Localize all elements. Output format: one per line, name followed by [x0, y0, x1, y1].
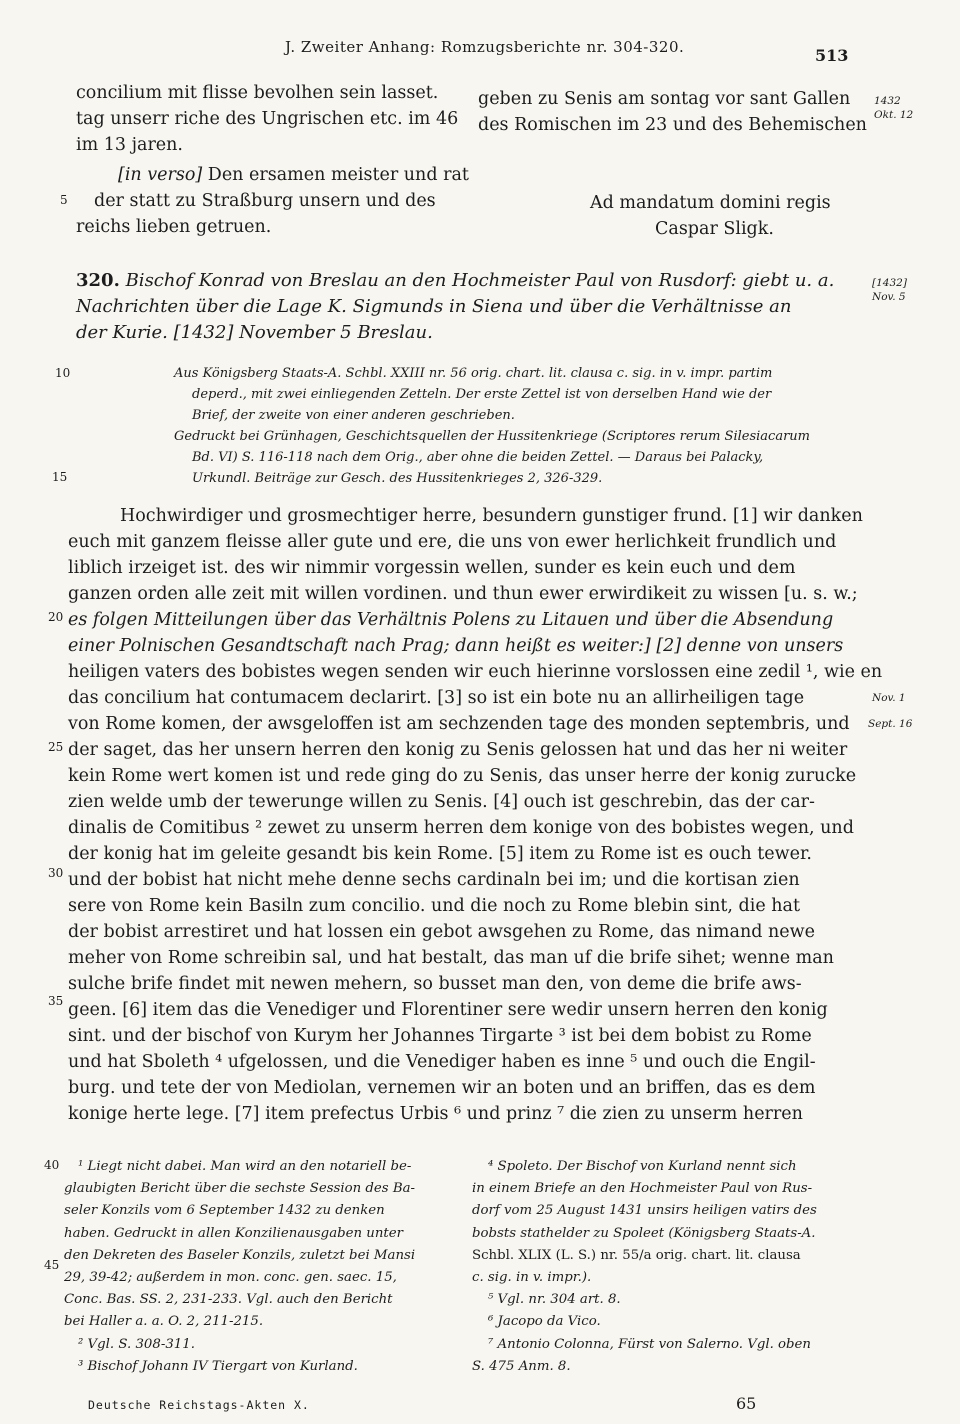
address-text: Den ersamen meister und rat	[207, 165, 469, 185]
body-line: sulche brife findet mit newen mehern, so busset man den, von deme die brife aws-	[68, 974, 802, 994]
footnotes-left	[64, 1156, 456, 1378]
footnote-line: ³ Bischof Johann IV Tiergart von Kurland.	[78, 1358, 358, 1374]
text-line: geben zu Senis am sontag vor sant Gallen	[478, 89, 851, 109]
source-line: Aus Königsberg Staats-A. Schbl. XXIII nr. 56 orig. chart. lit. clausa c. sig. in v. impr. partim	[174, 366, 773, 381]
margin-date-sept16: Sept. 16	[868, 718, 913, 730]
footnote-line: c. sig. in v. impr.).	[472, 1270, 592, 1286]
body-line: einer Polnischen Gesandtschaft nach Prag; dann heißt es weiter:] [2] denne von unsers	[68, 636, 844, 656]
margin-date-nov1: Nov. 1	[872, 692, 906, 704]
body-line: ganzen orden alle zeit mit willen vordinen. und thun ewer erwirdikeit zu wissen [u. s. w.;	[68, 584, 858, 604]
body-line: sint. und der bischof von Kurym her Johannes Tirgarte ³ ist bei dem bobist zu Rome	[68, 1026, 812, 1046]
body-line: es folgen Mitteilungen über das Verhältnis Polens zu Litauen und über die Absendung	[68, 610, 834, 630]
footnote-line: Schbl. XLIX (L. S.) nr. 55/a orig. chart. lit. clausa	[472, 1247, 801, 1263]
footnote-line: ⁴ Spoleto. Der Bischof von Kurland nennt sich	[488, 1159, 797, 1174]
margin-date-year: [1432]	[872, 277, 907, 289]
top-right-column	[478, 86, 868, 138]
body-line: euch mit ganzem fleisse aller gute und ere, die uns von ewer herlichkeit frundlich und	[68, 532, 837, 552]
text-line: im 13 jaren.	[76, 135, 183, 155]
source-line: deperd., mit zwei einliegenden Zetteln. Der erste Zettel ist von derselben Hand wie der	[192, 387, 772, 402]
margin-date-oct12	[874, 94, 913, 122]
body-line: geen. [6] item das die Venediger und Florentiner sere wedir unsern herren den konig	[68, 1000, 828, 1020]
line-number-15: 15	[52, 470, 68, 484]
letter-body	[68, 503, 883, 1127]
footnote-line: seler Konzils vom 6 September 1432 zu denken	[64, 1203, 385, 1219]
margin-date-year: 1432	[874, 95, 901, 107]
mandate-line-2: Caspar Sligk.	[655, 219, 774, 239]
margin-date-nov5	[872, 276, 907, 304]
footnote-line: ⁵ Vgl. nr. 304 art. 8.	[488, 1292, 621, 1308]
body-line: kein Rome wert komen ist und rede ging do zu Senis, das unser herre der konig zurucke	[68, 766, 857, 786]
body-line: sere von Rome kein Basiln zum concilio. und die noch zu Rome blebin sint, die hat	[68, 896, 800, 916]
margin-date-day: Nov. 5	[872, 291, 906, 303]
footnote-line: ² Vgl. S. 308-311.	[78, 1336, 195, 1352]
footnote-line: S. 475 Anm. 8.	[472, 1358, 571, 1374]
text-line: des Romischen im 23 und des Behemischen	[478, 115, 867, 135]
footnote-line: dorf vom 25 August 1431 unsirs heiligen vatirs des	[472, 1203, 817, 1219]
footnote-line: bobsts stathelder zu Spoleet (Königsberg Staats-A.	[472, 1225, 816, 1241]
source-line: Brief, der zweite von einer anderen geschrieben.	[192, 408, 515, 423]
signature-mark: 65	[736, 1394, 757, 1413]
text-line: tag unserr riche des Ungrischen etc. im 46	[76, 109, 459, 129]
body-line: liblich irzeiget ist. des wir nimmir vorgessin wellen, sunder es kein euch und dem	[68, 558, 796, 578]
footnote-line: ⁷ Antonio Colonna, Fürst von Salerno. Vgl. oben	[488, 1336, 811, 1352]
line-number-20: 20	[48, 610, 64, 624]
source-line: Gedruckt bei Grünhagen, Geschichtsquellen der Hussitenkriege (Scriptores rerum Silesiacarum	[174, 429, 810, 444]
source-line: Urkundl. Beiträge zur Gesch. des Hussitenkrieges 2, 326-329.	[192, 471, 603, 486]
source-notes	[174, 363, 874, 489]
footnotes-right	[472, 1156, 864, 1378]
body-line: von Rome komen, der awsgeloffen ist am sechzenden tage des monden septembris, und	[68, 714, 850, 734]
footnote-line: Conc. Bas. SS. 2, 231-233. Vgl. auch den Bericht	[64, 1292, 393, 1308]
body-line: dinalis de Comitibus ² zewet zu unserm herren dem konige von des bobistes wegen, und	[68, 818, 854, 838]
line-number-5: 5	[60, 193, 68, 207]
text-line: concilium mit flisse bevolhen sein lasset.	[76, 83, 439, 103]
footnote-line: den Dekreten des Baseler Konzils, zuletzt bei Mansi	[64, 1247, 416, 1263]
footnote-line: haben. Gedruckt in allen Konzilienausgaben unter	[64, 1225, 403, 1241]
mandate-line-1: Ad mandatum domini regis	[590, 193, 831, 213]
body-line: der saget, das her unsern herren den konig zu Senis gelossen hat und das her ni weiter	[68, 740, 848, 760]
line-number-45: 45	[44, 1258, 60, 1272]
line-number-30: 30	[48, 866, 64, 880]
body-line: der bobist arrestiret und hat lossen ein gebot awsgehen zu Rome, das nimand newe	[68, 922, 815, 942]
footnote-line: 29, 39-42; außerdem in mon. conc. gen. saec. 15,	[64, 1270, 397, 1286]
page-number: 513	[815, 46, 849, 65]
body-line: meher von Rome schreibin sal, und hat bestalt, das man uf die brife sihet; wenne man	[68, 948, 834, 968]
body-line: burg. und tete der von Mediolan, vernemen wir an boten und an briffen, das es dem	[68, 1078, 816, 1098]
in-verso-label: [in verso]	[118, 165, 203, 185]
body-line: der konig hat im geleite gesandt bis kein Rome. [5] item zu Rome ist es ouch tewer.	[68, 844, 812, 864]
address-line-2: der statt zu Straßburg unsern und des	[94, 191, 436, 211]
footnote-line: bei Haller a. a. O. 2, 211-215.	[64, 1314, 264, 1330]
regest-text: Bischof Konrad von Breslau an den Hochmeister Paul von Rusdorf: giebt u. a.	[125, 270, 835, 291]
regest-line-1	[76, 268, 868, 294]
regest-block	[76, 268, 868, 346]
footnote-line: in einem Briefe an den Hochmeister Paul von Rus-	[472, 1181, 813, 1197]
top-left-column	[76, 80, 476, 158]
line-number-25: 25	[48, 740, 64, 754]
footnote-line: ¹ Liegt nicht dabei. Man wird an den notariell be-	[78, 1159, 412, 1174]
running-header: J. Zweiter Anhang: Romzugsberichte nr. 304-320.	[285, 38, 685, 56]
regest-line-2: Nachrichten über die Lage K. Sigmunds in Siena und über die Verhältnisse an	[76, 296, 792, 317]
address-block	[76, 162, 469, 240]
body-line: und der bobist hat nicht mehe denne sechs cardinaln bei im; und die kortisan zien	[68, 870, 800, 890]
document-number: 320.	[76, 270, 120, 291]
body-line: konige herte lege. [7] item prefectus Urbis ⁶ und prinz ⁷ die zien zu unserm herren	[68, 1104, 803, 1124]
body-line: und hat Sboleth ⁴ ufgelossen, und die Venediger haben es inne ⁵ und ouch die Engil-	[68, 1052, 816, 1072]
regest-line-3: der Kurie. [1432] November 5 Breslau.	[76, 322, 433, 343]
body-line: Hochwirdiger und grosmechtiger herre, besundern gunstiger frund. [1] wir danken	[120, 506, 863, 526]
footnote-line: glaubigten Bericht über die sechste Session des Ba-	[64, 1181, 416, 1197]
body-line: zien welde umb der tewerunge willen zu Senis. [4] ouch ist geschrebin, das der car-	[68, 792, 815, 812]
line-number-10: 10	[55, 366, 71, 380]
line-number-35: 35	[48, 994, 64, 1008]
address-line-3: reichs lieben getruen.	[76, 217, 272, 237]
body-line: das concilium hat contumacem declarirt. [3] so ist ein bote nu an allirheiligen tage	[68, 688, 805, 708]
address-line-1	[76, 162, 469, 188]
series-footer: Deutsche Reichstags-Akten X.	[88, 1398, 310, 1412]
line-number-40: 40	[44, 1158, 60, 1172]
source-line: Bd. VI) S. 116-118 nach dem Orig., aber ohne die beiden Zettel. — Daraus bei Palacky,	[192, 450, 764, 465]
body-line: heiligen vaters des bobistes wegen senden wir euch hierinne vorslossen eine zedil ¹, wie en	[68, 662, 883, 682]
margin-date-day: Okt. 12	[874, 109, 914, 121]
footnote-line: ⁶ Jacopo da Vico.	[488, 1314, 601, 1330]
